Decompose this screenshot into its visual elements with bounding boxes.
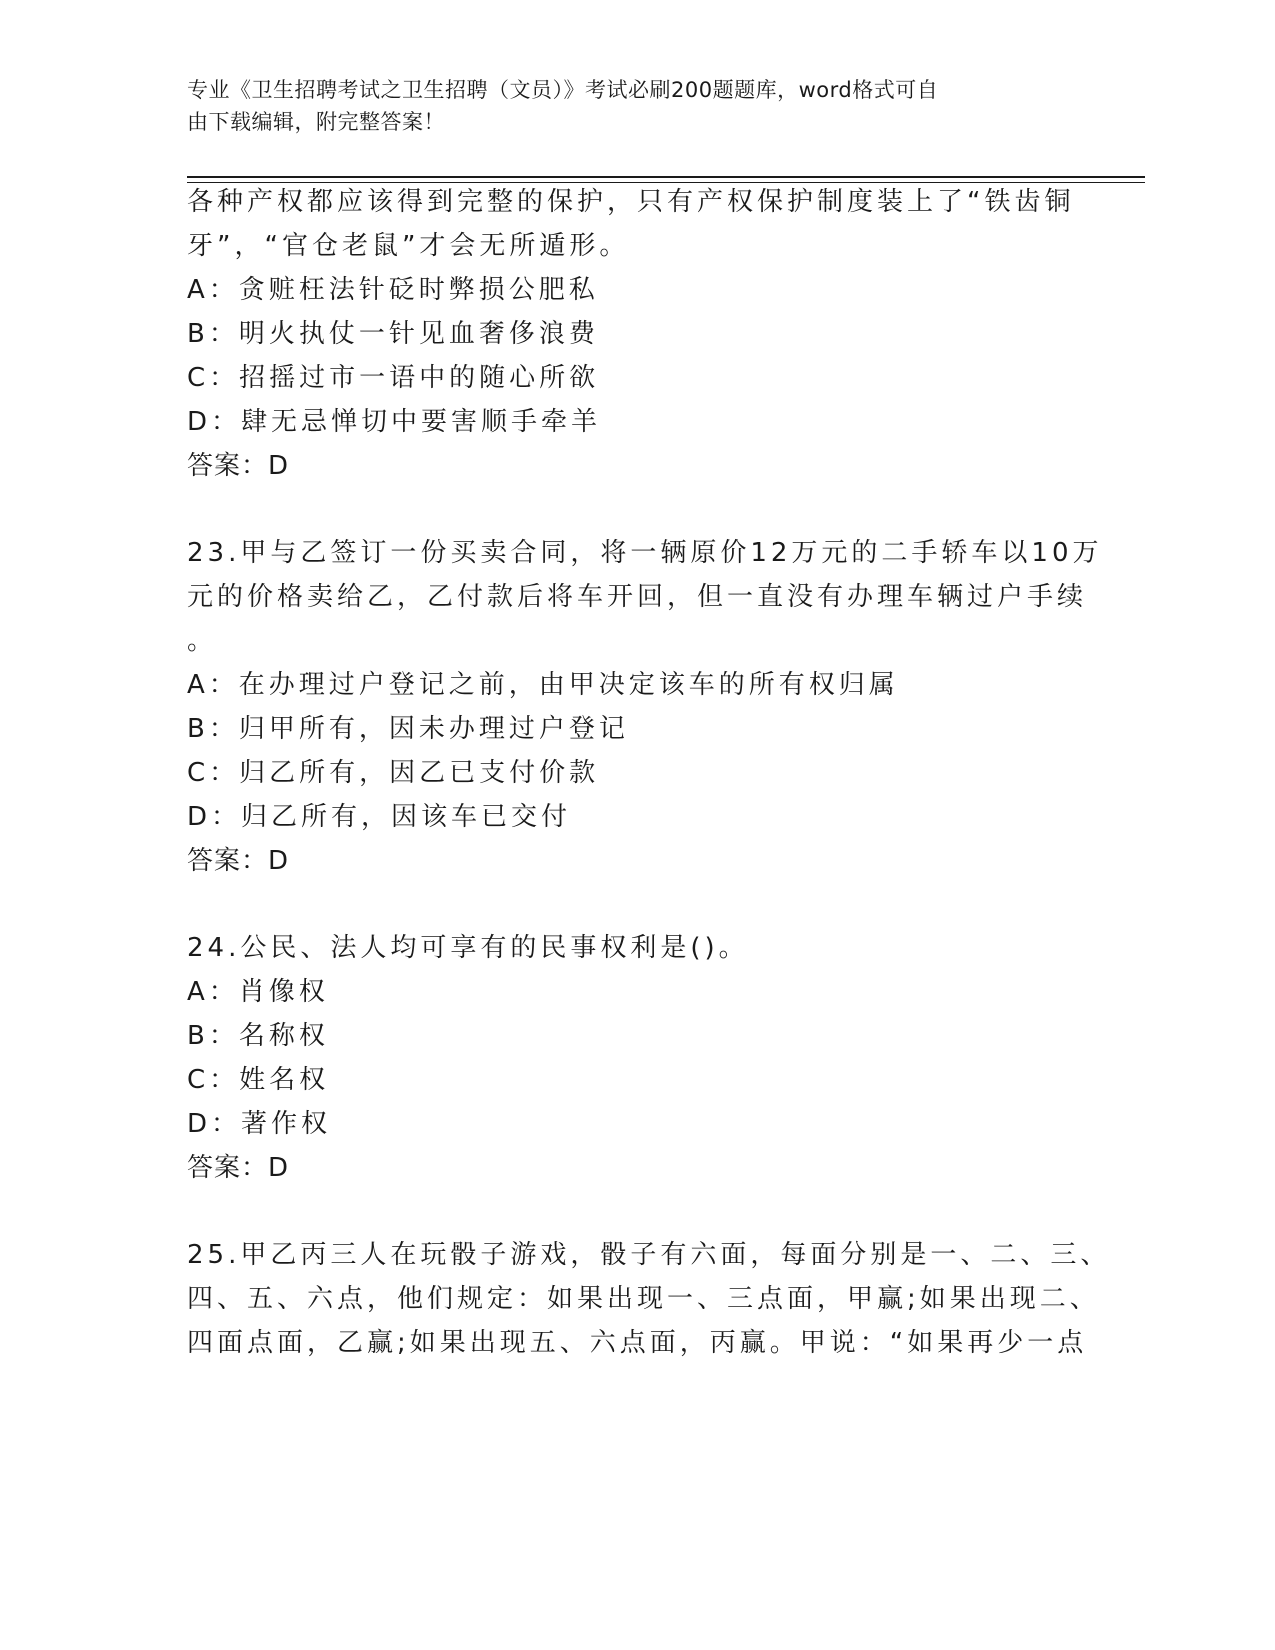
q24-stem-line-1: 24.公民、法人均可享有的民事权利是()。 <box>187 933 749 963</box>
q23-option-b: B：归甲所有，因未办理过户登记 <box>187 714 629 744</box>
header-title-line-2: 由下载编辑，附完整答案！ <box>187 110 445 134</box>
q24-option-b: B：名称权 <box>187 1021 329 1051</box>
q22-stem-line-2: 牙”，“官仓老鼠”才会无所遁形。 <box>187 231 630 261</box>
page-header <box>187 74 1087 138</box>
q22-option-d: D：肆无忌惮切中要害顺手牵羊 <box>187 407 602 437</box>
q22-stem-line-1: 各种产权都应该得到完整的保护，只有产权保护制度装上了“铁齿铜 <box>187 187 1075 217</box>
q22-answer: 答案：D <box>187 451 290 481</box>
q23-option-a: A：在办理过户登记之前，由甲决定该车的所有权归属 <box>187 670 899 700</box>
q23-stem-line-1: 23.甲与乙签订一份买卖合同，将一辆原价12万元的二手轿车以10万 <box>187 538 1103 568</box>
header-title-line-1: 专业《卫生招聘考试之卫生招聘（文员）》考试必刷200题题库，word格式可自 <box>187 78 939 102</box>
q22-option-b: B：明火执仗一针见血奢侈浪费 <box>187 319 599 349</box>
q24-answer: 答案：D <box>187 1153 290 1183</box>
q25-stem-line-1: 25.甲乙丙三人在玩骰子游戏，骰子有六面，每面分别是一、二、三、 <box>187 1240 1111 1270</box>
q25-stem-line-3: 四面点面，乙赢;如果出现五、六点面，丙赢。甲说：“如果再少一点 <box>187 1328 1088 1358</box>
q25-stem-line-2: 四、五、六点，他们规定：如果出现一、三点面，甲赢;如果出现二、 <box>187 1284 1100 1314</box>
q23-option-c: C：归乙所有，因乙已支付价款 <box>187 758 600 788</box>
q24-option-a: A：肖像权 <box>187 977 329 1007</box>
header-divider <box>187 176 1145 183</box>
q22-option-c: C：招摇过市一语中的随心所欲 <box>187 363 600 393</box>
q22-option-a: A：贪赃枉法针砭时弊损公肥私 <box>187 275 599 305</box>
q23-stem-line-2: 元的价格卖给乙，乙付款后将车开回，但一直没有办理车辆过户手续 <box>187 582 1088 612</box>
q23-stem-line-3: 。 <box>187 626 218 656</box>
q23-answer: 答案：D <box>187 846 290 876</box>
q24-option-c: C：姓名权 <box>187 1065 330 1095</box>
q24-option-d: D：著作权 <box>187 1109 332 1139</box>
q23-option-d: D：归乙所有，因该车已交付 <box>187 802 572 832</box>
